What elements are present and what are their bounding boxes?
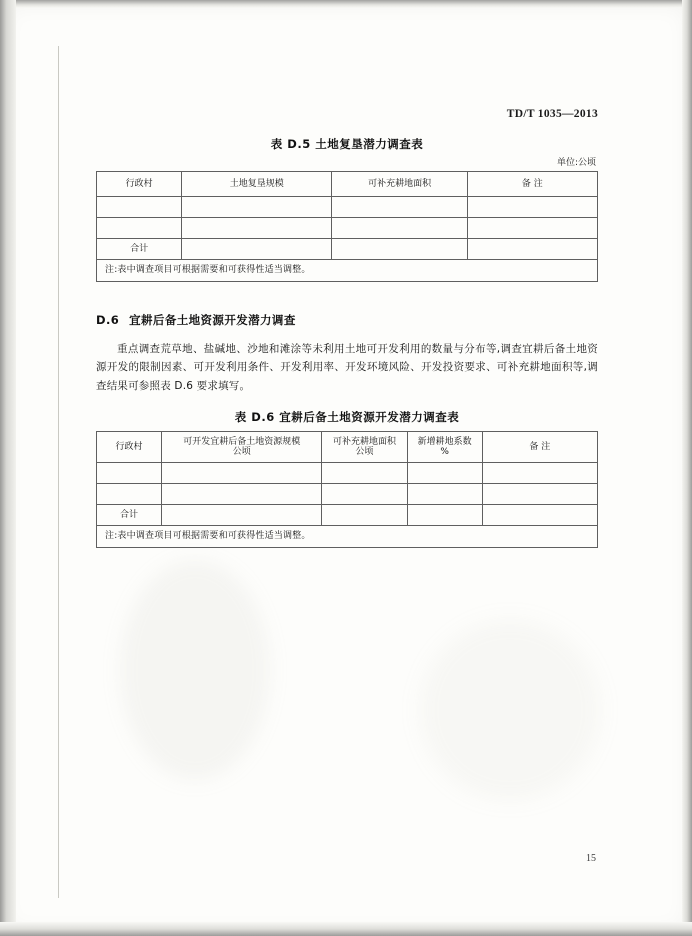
table-d6-cell <box>97 484 162 505</box>
table-row-total <box>97 239 598 260</box>
table-d5-total-cell <box>467 239 597 260</box>
table-d6-total-label: 合计 <box>97 505 162 526</box>
table-d5-cell <box>182 218 332 239</box>
table-d6-total-cell <box>162 505 322 526</box>
table-d5-total-cell <box>182 239 332 260</box>
table-d5-header-cell: 行政村 <box>97 172 182 197</box>
standard-number: TD/T 1035—2013 <box>506 108 598 120</box>
table-d6-caption: 表 D.6 宜耕后备土地资源开发潜力调查表 <box>234 410 460 425</box>
table-d5-total-label: 合计 <box>97 239 182 260</box>
table-d6-header-line: % <box>440 447 449 458</box>
table-d5-cell <box>97 197 182 218</box>
table-row-total <box>97 505 598 526</box>
scan-edge-bottom <box>0 922 692 936</box>
table-row <box>97 463 598 484</box>
table-d6-cell <box>322 484 407 505</box>
table-d6-cell <box>482 484 597 505</box>
table-d6-total-cell <box>322 505 407 526</box>
table-d6-cell <box>407 484 482 505</box>
table-d5-caption: 表 D.5 土地复垦潜力调查表 <box>270 137 424 151</box>
table-d5-note: 注:表中调查项目可根据需要和可获得性适当调整。 <box>97 260 598 282</box>
table-d5-header-cell: 土地复垦规模 <box>182 172 332 197</box>
table-d5-total-cell <box>332 239 467 260</box>
table-row-note <box>97 526 598 548</box>
table-d6-cell <box>322 463 407 484</box>
table-d6-header-cell: 行政村 <box>97 432 162 463</box>
table-d5-cell <box>332 197 467 218</box>
page-spine-line <box>58 46 59 898</box>
scan-edge-left <box>0 0 16 936</box>
table-d5-cell <box>97 218 182 239</box>
table-d5-cell <box>467 218 597 239</box>
section-d6-paragraph: 重点调查荒草地、盐碱地、沙地和滩涂等未利用土地可开发利用的数量与分布等,调查宜耕后备土地资源开发的限制因素、可开发利用条件、开发利用率、开发环境风险、开发投资要求、可补充耕地面积等,调查结果可参照表 D.6 要求填写。 <box>96 343 598 392</box>
table-d6-header-line: 可开发宜耕后备土地资源规模 <box>183 436 301 447</box>
table-row-note <box>97 260 598 282</box>
table-d5-cell <box>332 218 467 239</box>
table-d6-cell <box>97 463 162 484</box>
table-d6-header-cell <box>407 432 482 463</box>
section-d6-title: 宜耕后备土地资源开发潜力调查 <box>129 313 296 327</box>
scan-smudge <box>420 620 600 800</box>
table-d6-cell <box>482 463 597 484</box>
table-d6-header-line: 新增耕地系数 <box>417 436 472 447</box>
scan-edge-right <box>682 0 692 936</box>
table-row-header <box>97 172 598 197</box>
table-d5-header-cell: 备 注 <box>467 172 597 197</box>
table-row <box>97 484 598 505</box>
page-content <box>96 108 598 548</box>
table-d6-header-line: 公顷 <box>232 447 251 458</box>
table-d5-cell <box>182 197 332 218</box>
table-d6-header-cell <box>162 432 322 463</box>
scan-edge-top <box>0 0 692 8</box>
table-d6-header-cell: 备 注 <box>482 432 597 463</box>
table-row <box>97 218 598 239</box>
table-row <box>97 197 598 218</box>
section-d6-number: D.6 <box>96 313 120 327</box>
table-d6-cell <box>407 463 482 484</box>
table-d6-total-cell <box>407 505 482 526</box>
section-d6-heading <box>96 312 598 328</box>
table-row-header <box>97 432 598 463</box>
table-d5-unit: 单位:公顷 <box>556 158 596 168</box>
table-d6-cell <box>162 484 322 505</box>
table-d6 <box>96 431 598 548</box>
table-d5-header-cell: 可补充耕地面积 <box>332 172 467 197</box>
table-d6-cell <box>162 463 322 484</box>
table-d6-header-line: 可补充耕地面积 <box>333 436 397 447</box>
table-d6-total-cell <box>482 505 597 526</box>
table-d5 <box>96 171 598 282</box>
scan-smudge <box>120 560 270 780</box>
table-d6-header-line: 公顷 <box>355 447 374 458</box>
table-d5-cell <box>467 197 597 218</box>
page-number: 15 <box>586 853 596 864</box>
table-d6-header-cell <box>322 432 407 463</box>
table-d6-note: 注:表中调查项目可根据需要和可获得性适当调整。 <box>97 526 598 548</box>
